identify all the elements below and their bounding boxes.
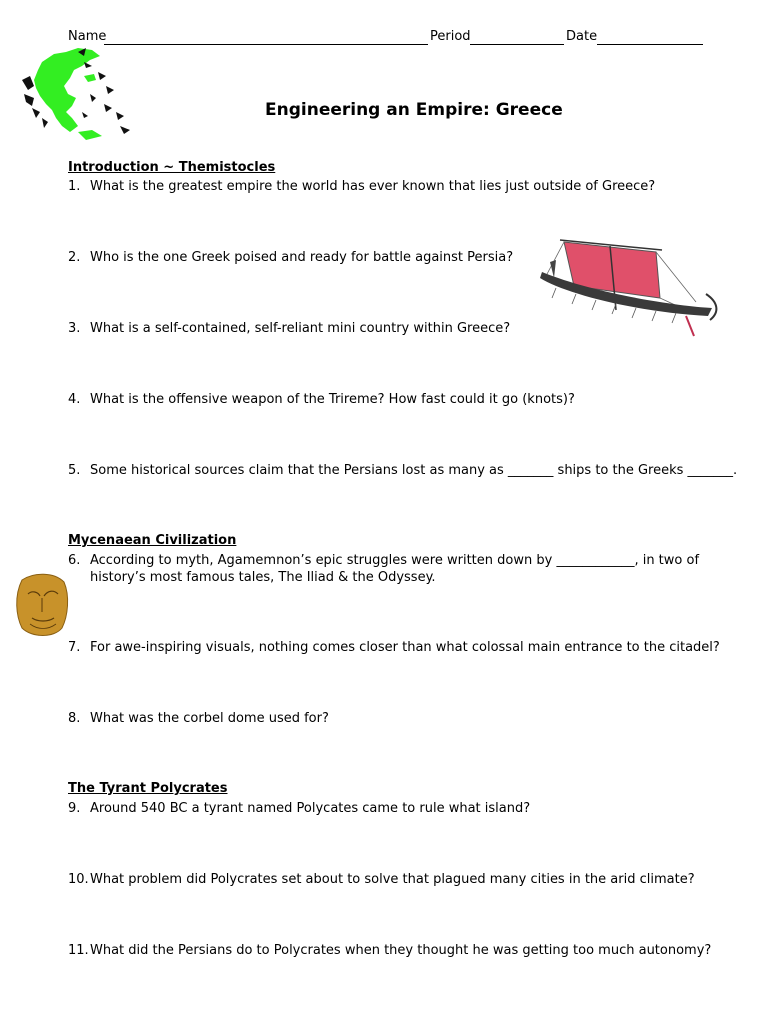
section-heading-mycenaean: Mycenaean Civilization <box>68 533 237 548</box>
section-heading-intro: Introduction ~ Themistocles <box>68 160 276 175</box>
question-3: 3. What is a self-contained, self-reliant mini country within Greece? <box>68 321 511 336</box>
name-field[interactable] <box>104 44 428 45</box>
question-7: 7. For awe-inspiring visuals, nothing comes closer than what colossal main entrance to the citadel? <box>68 640 720 655</box>
question-8: 8. What was the corbel dome used for? <box>68 711 329 726</box>
greece-map-icon <box>20 46 140 142</box>
question-5: 5. Some historical sources claim that the Persians lost as many as _______ ships to the Greeks _______. <box>68 463 738 478</box>
question-4: 4. What is the offensive weapon of the Trireme? How fast could it go (knots)? <box>68 392 575 407</box>
section-heading-tyrant: The Tyrant Polycrates <box>68 781 228 796</box>
page-title: Engineering an Empire: Greece <box>265 100 563 120</box>
period-label: Period <box>430 29 471 44</box>
question-1: 1. What is the greatest empire the world has ever known that lies just outside of Greece? <box>68 179 656 194</box>
date-label: Date <box>566 29 598 44</box>
period-field[interactable] <box>470 44 564 45</box>
question-11: 11.What did the Persians do to Polycrates when they thought he was getting too much autonomy? <box>68 943 712 958</box>
trireme-ship-icon <box>536 232 722 344</box>
question-9: 9. Around 540 BC a tyrant named Polycates came to rule what island? <box>68 801 531 816</box>
question-6: 6. According to myth, Agamemnon’s epic struggles were written down by ____________, in two of history’s most famous tales, The Iliad & the Odyssey. <box>68 553 700 585</box>
agamemnon-mask-icon <box>14 572 70 638</box>
date-field[interactable] <box>597 44 703 45</box>
name-label: Name <box>68 29 107 44</box>
question-10: 10.What problem did Polycrates set about to solve that plagued many cities in the arid climate? <box>68 872 695 887</box>
question-2: 2. Who is the one Greek poised and ready for battle against Persia? <box>68 250 514 265</box>
